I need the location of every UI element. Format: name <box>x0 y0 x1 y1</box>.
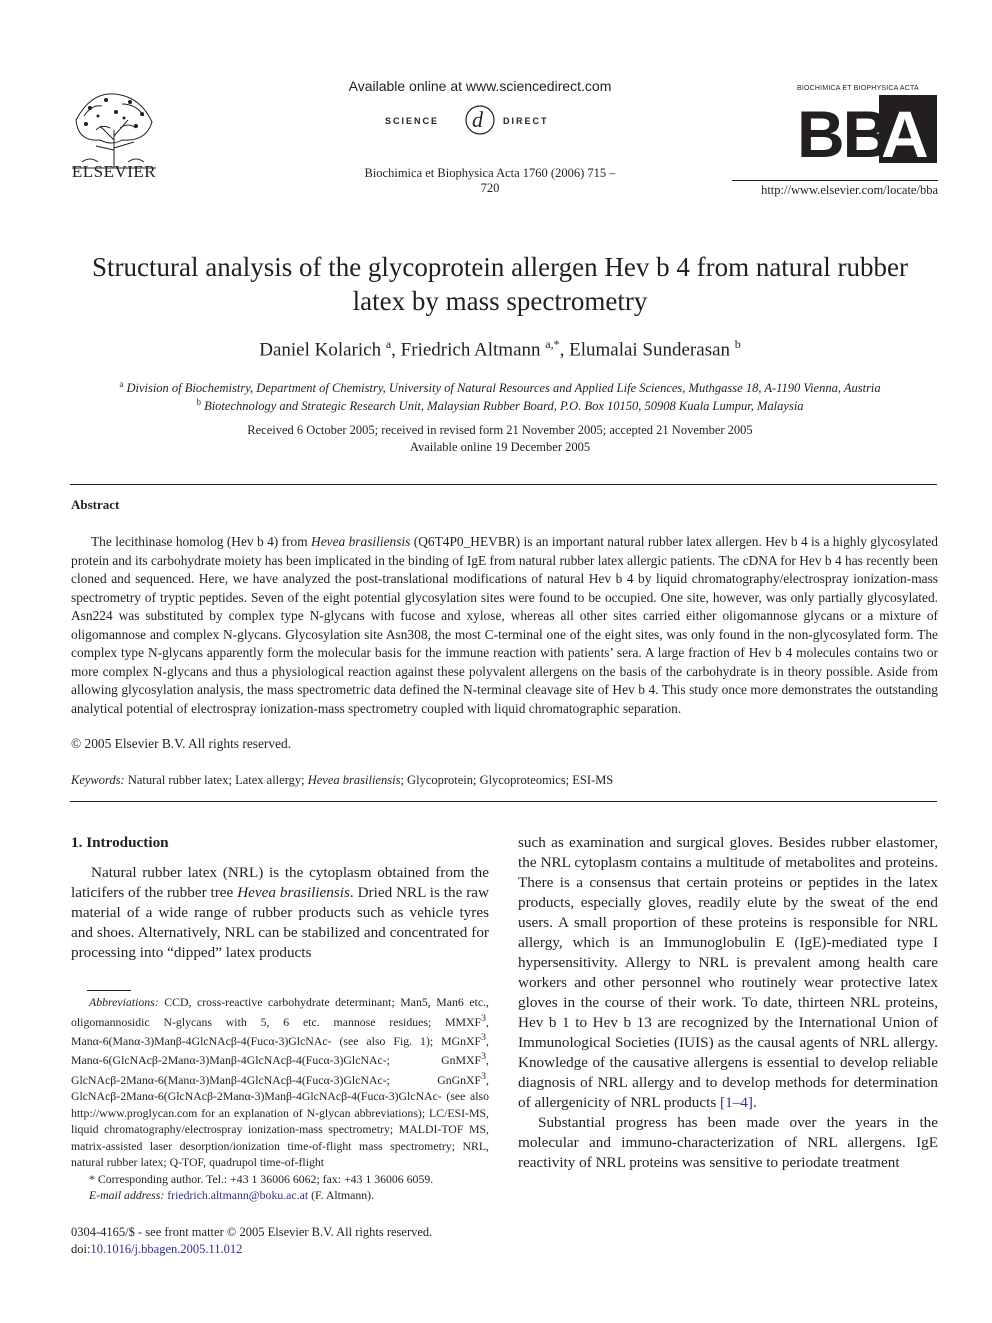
abbreviations-footnote <box>71 994 489 1171</box>
footnote-text: , Manα-6(Manα-3)Manβ-4GlcNAcβ-4(Fucα-3)GlcNAc- (see also Fig. 1); MGnXF <box>71 1014 489 1048</box>
keywords-text: ; Glycoprotein; Glycoproteomics; ESI-MS <box>400 773 614 787</box>
doi-line <box>71 1241 489 1258</box>
author-name: Elumalai Sunderasan <box>569 339 731 361</box>
author-name: Daniel Kolarich <box>259 339 382 361</box>
affiliation-a <box>60 379 940 396</box>
sciencedirect-right-text: DIRECT <box>503 116 549 126</box>
affiliation-text: Biotechnology and Strategic Research Unit, Malaysian Rubber Board, P.O. Box 10150, 50908 Kuala Lumpur, Malaysia <box>204 399 804 414</box>
author-affil-mark: b <box>734 337 741 351</box>
available-date: Available online 19 December 2005 <box>409 440 591 454</box>
journal-citation: Biochimica et Biophysica Acta 1760 (2006) 715 – 720 <box>364 166 616 195</box>
body-text: . <box>752 1094 757 1111</box>
intro-paragraph-continued <box>518 833 938 1113</box>
footnote-rule <box>87 990 131 991</box>
reference-link[interactable]: [1–4] <box>720 1094 753 1111</box>
keyword-species: Hevea brasiliensis <box>307 773 401 787</box>
keywords-bottom-rule <box>70 801 937 802</box>
journal-url[interactable]: http://www.elsevier.com/locate/bba <box>761 183 938 197</box>
author-affil-mark: a <box>385 337 392 351</box>
species-name: Hevea brasiliensis <box>311 534 411 549</box>
affiliation-text: Division of Biochemistry, Department of Chemistry, University of Natural Resources and Applied Life Sciences, Muthgasse 18, A-1190 Vienna, Austria <box>126 381 881 396</box>
footnote-text: CCD, cross-reactive carbohydrate determinant; Man5, Man6 etc., oligomannosidic N-glycans with 5, 6 etc. mannose residues; MMXF <box>71 995 489 1029</box>
doi-label: doi: <box>71 1242 91 1256</box>
abstract-copyright: © 2005 Elsevier B.V. All rights reserved. <box>71 736 292 751</box>
footnote-text: (F. Altmann). <box>308 1188 375 1203</box>
abstract-top-rule <box>70 484 937 485</box>
superscript: 3 <box>481 1070 487 1082</box>
bba-journal-name: BIOCHIMICA ET BIOPHYSICA ACTA <box>797 85 919 92</box>
affiliation-b <box>60 397 940 414</box>
superscript: 3 <box>481 1051 487 1063</box>
bba-logo <box>797 95 937 163</box>
body-text: . Dried NRL is the raw material of a wide range of rubber products such as vehicle tyres and shoes. Alternatively, NRL can be stabilized and concentrated for processing into “dipped” latex products <box>71 884 489 961</box>
footnote-text: , GlcNAcβ-2Manα-6(GlcNAcβ-2Manα-3)Manβ-4GlcNAcβ-4(Fucα-3)GlcNAc- (see also http://www.proglycan.com for an explanation of N-glycan abbreviations); LC/ESI-MS, liquid chromatography/electrospray ionization-mass spectrometry; MALDI-TOF MS, matrix-assisted laser desorption/ionization time-of-flight mass spectrometry; NRL, natural rubber latex; Q-TOF, quadrupol time-of-flight <box>71 1072 489 1170</box>
issn-line: 0304-4165/$ - see front matter © 2005 Elsevier B.V. All rights reserved. <box>71 1225 433 1239</box>
right-column <box>518 833 938 1173</box>
footnotes <box>71 994 489 1204</box>
svg-text:A: A <box>881 97 929 163</box>
article-title <box>60 250 940 318</box>
affiliation-mark: b <box>196 397 201 407</box>
sciencedirect-logo <box>385 100 575 140</box>
svg-text:d: d <box>472 107 483 132</box>
abstract-body <box>71 533 938 718</box>
doi-link[interactable]: 10.1016/j.bbagen.2005.11.012 <box>90 1242 243 1256</box>
title-line-1: Structural analysis of the glycoprotein allergen Hev b 4 from natural rubber <box>92 252 908 282</box>
intro-paragraph: Substantial progress has been made over the years in the molecular and immuno-characterization of NRL allergens. IgE reactivity of NRL proteins was sensitive to periodate treatment <box>518 1114 938 1171</box>
superscript: 3 <box>481 1012 487 1024</box>
body-text: such as examination and surgical gloves. Besides rubber elastomer, the NRL cytoplasm contains a multitude of metabolites and proteins. There is a consensus that certain proteins or peptides in the latex products, especially gloves, readily elute by the sweat of the end users. A small proportion of these proteins is responsible for NRL allergy, which is an Immunoglobulin E (IgE)-mediated type I hypersensitivity. Allergy to NRL is prevalent among health care workers and other personnel who routinely wear protective latex gloves in the course of their work. To date, thirteen NRL proteins, Hev b 1 to Hev b 13 are recognized by the International Union of Immunological Societies (IUIS) as the causal agents of NRL allergy. Knowledge of the causative allergens is essential to develop reliable diagnosis of NRL allergy and to develop methods for determination of allergenicity of NRL products <box>518 834 938 1111</box>
affiliation-mark: a <box>119 379 124 389</box>
keywords <box>71 773 938 788</box>
keywords-label: Keywords: <box>71 773 125 787</box>
section-heading-introduction: 1. Introduction <box>71 834 169 851</box>
available-online: Available online at www.sciencedirect.com <box>348 78 612 94</box>
body-text: Natural rubber latex (NRL) is the cytoplasm obtained from the laticifers of the rubber tree <box>71 864 489 901</box>
abstract-text: The lecithinase homolog (Hev b 4) from <box>91 534 312 549</box>
email-label: E-mail address: <box>89 1188 165 1203</box>
abbreviations-label: Abbreviations: <box>89 995 159 1009</box>
author-list: Daniel Kolarich $^a$, Friedrich Altmann $^{a,*}$, Elumalai Sunderasan $^b$ <box>259 337 741 361</box>
header-rule <box>732 180 938 181</box>
abstract-heading: Abstract <box>71 497 120 512</box>
superscript: 3 <box>481 1031 487 1043</box>
email-footnote <box>71 1187 489 1204</box>
email-link[interactable]: friedrich.altmann@boku.ac.at <box>167 1188 309 1203</box>
author-name: Friedrich Altmann <box>400 339 541 361</box>
intro-paragraph <box>71 863 489 963</box>
abstract-text: (Q6T4P0_HEVBR) is an important natural rubber latex allergen. Hev b 4 is a highly glycosylated protein and its carbohydrate moiety has been implicated in the binding of IgE from natural rubber latex allergic patients. The cDNA for Hev b 4 has recently been cloned and sequenced. Here, we have analyzed the post-translational modifications of natural Hev b 4 by liquid chromatography/electrospray ionization-mass spectrometry of tryptic peptides. Seven of the eight potential glycosylation sites were found to be occupied. One site, however, was only partially glycosylated. Asn224 was substituted by complex type N-glycans with fucose and xylose, whereas all other sites carried either oligomannose glycans or a mixture of oligomannose and complex N-glycans. Glycosylation site Asn308, the most C-terminal one of the eight sites, was only found in the non-glycosylated form. The complex type N-glycans apparently form the molecular basis for the immune reaction with patients’ sera. A large fraction of Hev b 4 molecules contains two or more complex N-glycans and thus a physiological reaction against these polyvalent allergens on the basis of the carbohydrate is in theory possible. Aside from allowing glycosylation analysis, the mass spectrometric data defined the N-terminal cleavage site of Hev b 4. This study once more demonstrates the outstanding analytical potential of electrospray ionization-mass spectrometry coupled with liquid chromatographic separation. <box>71 534 938 716</box>
species-name: Hevea brasiliensis <box>237 884 350 901</box>
left-column <box>71 833 489 963</box>
title-line-2: latex by mass spectrometry <box>352 286 648 316</box>
issn-block <box>71 1224 489 1258</box>
footnote-text: , GlcNAcβ-2Manα-6(Manα-3)Manβ-4GlcNAcβ-4(Fucα-3)GlcNAc-; GnGnXF <box>71 1053 489 1087</box>
keywords-text: Natural rubber latex; Latex allergy; <box>124 773 308 787</box>
author-affil-mark: a,* <box>545 337 560 351</box>
footnote-text: , Manα-6(GlcNAcβ-2Manα-3)Manβ-4GlcNAcβ-4(Fucα-3)GlcNAc-; GnMXF <box>71 1033 489 1068</box>
publisher-name: ELSEVIER <box>71 162 157 181</box>
received-dates: Received 6 October 2005; received in revised form 21 November 2005; accepted 21 November 2005 <box>247 423 753 437</box>
corresponding-author-footnote: * Corresponding author. Tel.: +43 1 36006 6062; fax: +43 1 36006 6059. <box>89 1171 434 1186</box>
sciencedirect-left-text: SCIENCE <box>385 116 440 126</box>
svg-text:BB: BB <box>797 97 889 163</box>
